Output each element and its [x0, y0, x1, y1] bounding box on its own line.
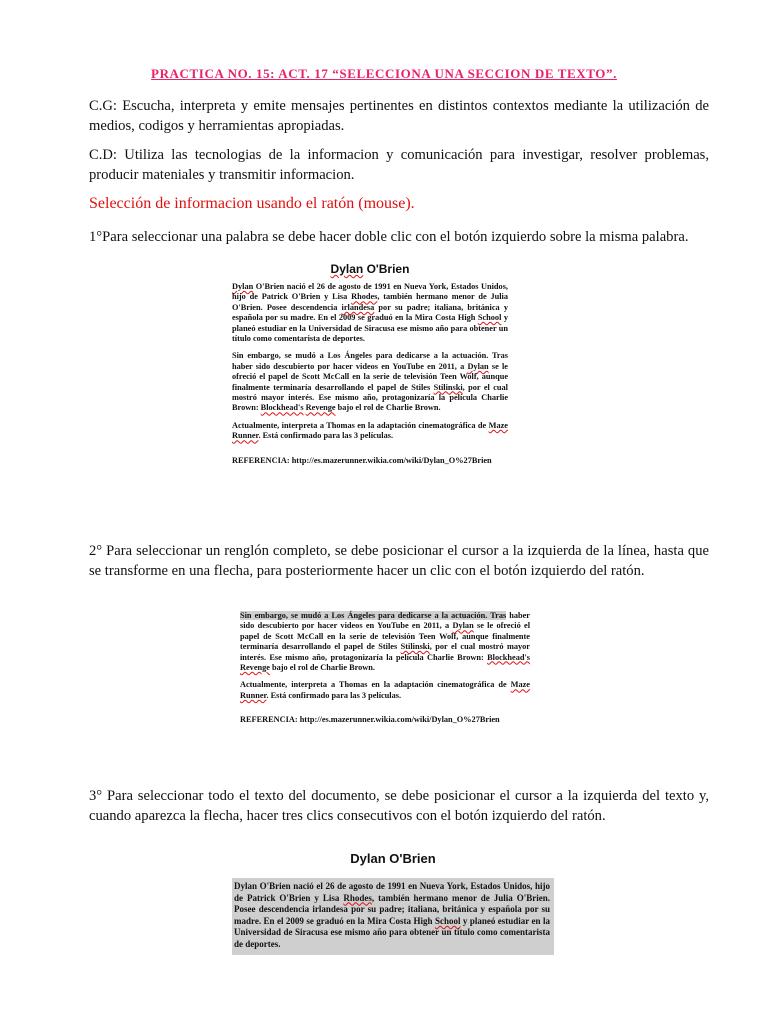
bio-title: Dylan O'Brien: [350, 851, 436, 866]
general-competence: C.G: Escucha, interpreta y emite mensajes pertinentes en distintos contextos mediante la utilización de medios, codigos y herramientas apropiadas.: [89, 98, 709, 134]
bio-paragraph-1-selected: Dylan O'Brien nació el 26 de agosto de 1991 en Nueva York, Estados Unidos, hijo de Patrick O'Brien y Lisa Rhodes, también hermano menor de Julia O'Brien. Posee descendencia irlandesa por su padre; italiana, británica y española por su madre. En el 2009 se graduó en la Mira Costa High School y planeó estudiar en la Universidad de Siracusa ese mismo año para obtener un título como comentarista de deportes.: [232, 878, 554, 955]
example-word-selection: [232, 262, 508, 473]
bio-paragraph-3: Actualmente, interpreta a Thomas en la adaptación cinematográfica de Maze Runner. Está confirmado para las 3 películas.: [240, 680, 530, 700]
step-1-text: 1°Para seleccionar una palabra se debe hacer doble clic con el botón izquierdo sobre la misma palabra.: [89, 229, 689, 245]
example-full-selection: [232, 851, 554, 962]
practice-title: PRACTICA NO. 15: ACT. 17 “SELECCIONA UNA SECCION DE TEXTO”.: [151, 66, 617, 81]
step-2-text: 2° Para seleccionar un renglón completo, se debe posicionar el cursor a la izquierda de la línea, hasta que se transforme en una flecha, para posteriormente hacer un clic con el botón izquierdo del ratón.: [89, 543, 709, 579]
bio-reference: REFERENCIA: http://es.mazerunner.wikia.com/wiki/Dylan_O%27Brien: [240, 715, 500, 725]
bio-reference: REFERENCIA: http://es.mazerunner.wikia.com/wiki/Dylan_O%27Brien: [232, 455, 492, 465]
bio-paragraph-2: Sin embargo, se mudó a Los Ángeles para dedicarse a la actuación. Tras haber sido descubierto por hacer videos en YouTube en 2011, a Dylan se le ofreció el papel de Scott McCall en la serie de televisión Teen Wolf, aunque finalmente terminaría desarrollando el papel de Stiles Stilinski, por el cual mostró mayor interés. Ese mismo año, protagonizaría la película Charlie Brown: Blockhead's Revenge bajo el rol de Charlie Brown.: [240, 611, 530, 673]
bio-paragraph-3: Actualmente, interpreta a Thomas en la adaptación cinematográfica de Maze Runner. Está confirmado para las 3 películas.: [232, 420, 508, 441]
disciplinary-competence: C.D: Utiliza las tecnologias de la informacion y comunicación para investigar, resolver problemas, producir mateniales y transmitir informacion.: [89, 147, 709, 183]
bio-paragraph-1: Dylan O'Brien nació el 26 de agosto de 1991 en Nueva York, Estados Unidos, hijo de Patrick O'Brien y Lisa Rhodes, también hermano menor de Julia O'Brien. Posee descendencia irlandesa por su padre; italiana, británica y española por su madre. En el 2009 se graduó en la Mira Costa High School y planeó estudiar en la Universidad de Siracusa ese mismo año para obtener un título como comentarista de deportes.: [232, 282, 508, 344]
bio-paragraph-2: Sin embargo, se mudó a Los Ángeles para dedicarse a la actuación. Tras haber sido descubierto por hacer videos en YouTube en 2011, a Dylan se le ofreció el papel de Scott McCall en la serie de televisión Teen Wolf, aunque finalmente terminaría desarrollando el papel de Stiles Stilinski, por el cual mostró mayor interés. Ese mismo año, protagonizaría la película Charlie Brown: Blockhead's Revenge bajo el rol de Charlie Brown.: [232, 351, 508, 413]
bio-title: Dylan O'Brien: [330, 262, 410, 276]
section-heading: Selección de informacion usando el ratón (mouse).: [89, 195, 415, 212]
step-3-text: 3° Para seleccionar todo el texto del documento, se debe posicionar el cursor a la izquierda del texto y, cuando aparezca la flecha, hacer tres clics consecutivos con el botón izquierdo del ratón.: [89, 788, 709, 824]
example-line-selection: [240, 611, 530, 733]
